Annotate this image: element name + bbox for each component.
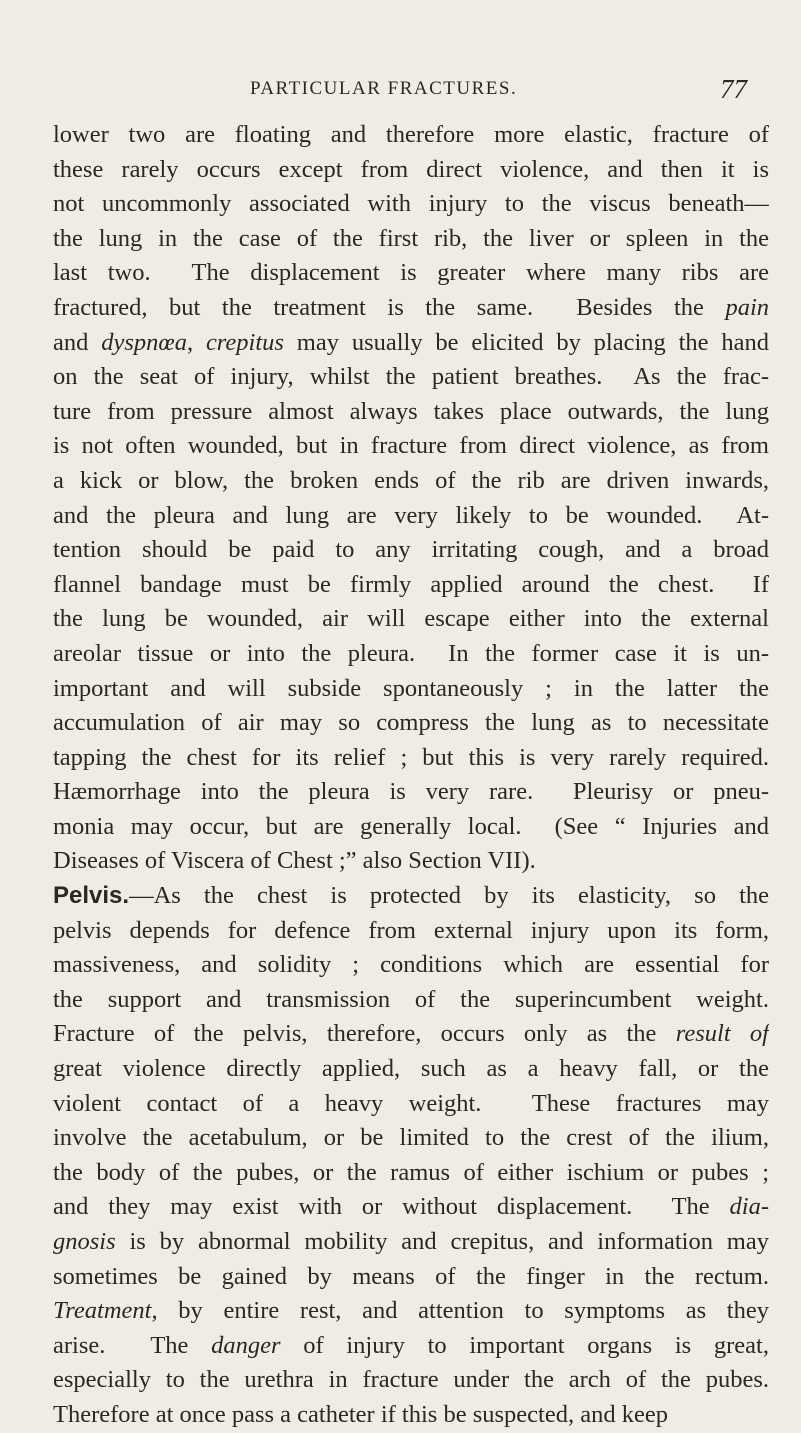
text-segment: and they may exist with or without displacement. The <box>53 1193 730 1221</box>
text-segment: tention should be paid to any irritating cough, and a broad <box>53 536 769 564</box>
text-segment: ture from pressure almost always takes place outwards, the lung <box>53 397 769 425</box>
text-line <box>53 1156 769 1191</box>
text-segment: Diseases of Viscera of Chest ;” also Section VII). <box>53 847 536 875</box>
text-segment: sometimes be gained by means of the finger in the rectum. <box>53 1262 769 1290</box>
text-line <box>53 1398 769 1433</box>
text-segment: not uncommonly associated with injury to the viscus beneath— <box>53 190 769 218</box>
text-segment: a kick or blow, the broken ends of the rib are driven inwards, <box>53 466 769 494</box>
text-segment: great violence directly applied, such as a heavy fall, or the <box>53 1055 769 1083</box>
text-line <box>53 118 769 153</box>
text-segment: is not often wounded, but in fracture from direct violence, as from <box>53 432 769 460</box>
text-line <box>53 1329 769 1364</box>
text-segment: lower two are floating and therefore more elastic, fracture of <box>53 121 769 148</box>
text-line <box>53 533 769 568</box>
text-segment: and the pleura and lung are very likely to be wounded. At- <box>53 501 769 529</box>
text-line <box>53 222 769 257</box>
text-segment: and <box>53 328 102 356</box>
text-segment: massiveness, and solidity ; conditions which are essential for <box>53 951 769 979</box>
text-segment: last two. The displacement is greater where many ribs are <box>53 259 769 287</box>
text-line <box>53 948 769 983</box>
text-line <box>53 1052 769 1087</box>
text-line <box>53 153 769 188</box>
body-text <box>53 118 769 1433</box>
text-line <box>53 844 769 879</box>
text-segment: areolar tissue or into the pleura. In the former case it is un- <box>53 639 769 667</box>
text-segment: accumulation of air may so compress the lung as to necessitate <box>53 709 769 737</box>
text-segment: pain <box>725 293 769 321</box>
text-segment: the support and transmission of the superincumbent weight. <box>53 985 769 1013</box>
text-line <box>53 1225 769 1260</box>
text-segment: especially to the urethra in fracture under the arch of the pubes. <box>53 1366 769 1394</box>
text-line <box>53 706 769 741</box>
text-segment: flannel bandage must be firmly applied around the chest. If <box>53 570 769 598</box>
text-line <box>53 395 769 430</box>
text-line <box>53 187 769 222</box>
text-line <box>53 256 769 291</box>
text-segment: , <box>186 328 206 356</box>
text-segment: the lung in the case of the first rib, the liver or spleen in the <box>53 224 769 252</box>
text-segment: Hæmorrhage into the pleura is very rare. Pleurisy or pneu- <box>53 778 769 806</box>
text-line <box>53 568 769 603</box>
text-line <box>53 1190 769 1225</box>
text-line <box>53 1087 769 1122</box>
text-segment: is by abnormal mobility and crepitus, and information may <box>115 1228 769 1255</box>
text-segment: these rarely occurs except from direct violence, and then it is <box>53 155 769 183</box>
text-segment: Treatment <box>53 1297 152 1325</box>
text-line <box>53 1121 769 1156</box>
text-line <box>53 1363 769 1398</box>
text-line <box>53 326 769 361</box>
text-line <box>53 1294 769 1329</box>
text-segment: may usually be elicited by placing the hand <box>283 328 769 356</box>
text-line <box>53 810 769 845</box>
text-segment: fractured, but the treatment is the same. Besides the <box>53 293 726 321</box>
section-heading: Pelvis. <box>53 882 130 910</box>
text-line <box>53 672 769 707</box>
text-line <box>53 360 769 395</box>
text-segment: on the seat of injury, whilst the patient breathes. As the frac- <box>53 363 769 391</box>
text-line <box>53 879 769 914</box>
text-line <box>53 1260 769 1295</box>
text-segment: —As the chest is protected by its elasticity, so the <box>129 882 769 910</box>
text-line <box>53 1017 769 1052</box>
text-segment: important and will subside spontaneously ; in the latter the <box>53 674 769 702</box>
text-segment: crepitus <box>205 328 284 356</box>
text-line <box>53 983 769 1018</box>
text-segment: gnosis <box>53 1228 116 1255</box>
text-line <box>53 464 769 499</box>
text-segment: tapping the chest for its relief ; but this is very rarely required. <box>53 743 769 771</box>
text-segment: involve the acetabulum, or be limited to the crest of the ilium, <box>53 1124 769 1152</box>
text-segment: dyspnœa <box>101 328 187 356</box>
text-line <box>53 429 769 464</box>
text-segment: Fracture of the pelvis, therefore, occurs only as the <box>53 1020 676 1048</box>
text-segment: monia may occur, but are generally local. (See “ Injuries and <box>53 812 769 840</box>
text-line <box>53 499 769 534</box>
page-header <box>0 72 801 112</box>
text-segment: pelvis depends for defence from external injury upon its form, <box>53 916 769 944</box>
page-number: 77 <box>720 74 747 104</box>
text-segment: the lung be wounded, air will escape either into the external <box>53 605 769 633</box>
text-line <box>53 602 769 637</box>
text-line <box>53 775 769 810</box>
text-segment: of injury to important organs is great, <box>280 1331 769 1359</box>
text-line <box>53 741 769 776</box>
text-segment: result of <box>675 1020 769 1048</box>
text-segment: , by entire rest, and attention to symptoms as they <box>151 1297 769 1325</box>
text-line <box>53 914 769 949</box>
text-segment: the body of the pubes, or the ramus of either ischium or pubes ; <box>53 1158 769 1186</box>
text-segment: Therefore at once pass a catheter if this be suspected, and keep <box>53 1400 668 1428</box>
text-line <box>53 637 769 672</box>
text-segment: arise. The <box>53 1331 212 1359</box>
text-segment: danger <box>211 1331 281 1359</box>
text-segment: violent contact of a heavy weight. These fractures may <box>53 1089 769 1117</box>
text-line <box>53 291 769 326</box>
running-head: PARTICULAR FRACTURES. <box>250 78 518 99</box>
text-segment: dia- <box>729 1193 769 1221</box>
